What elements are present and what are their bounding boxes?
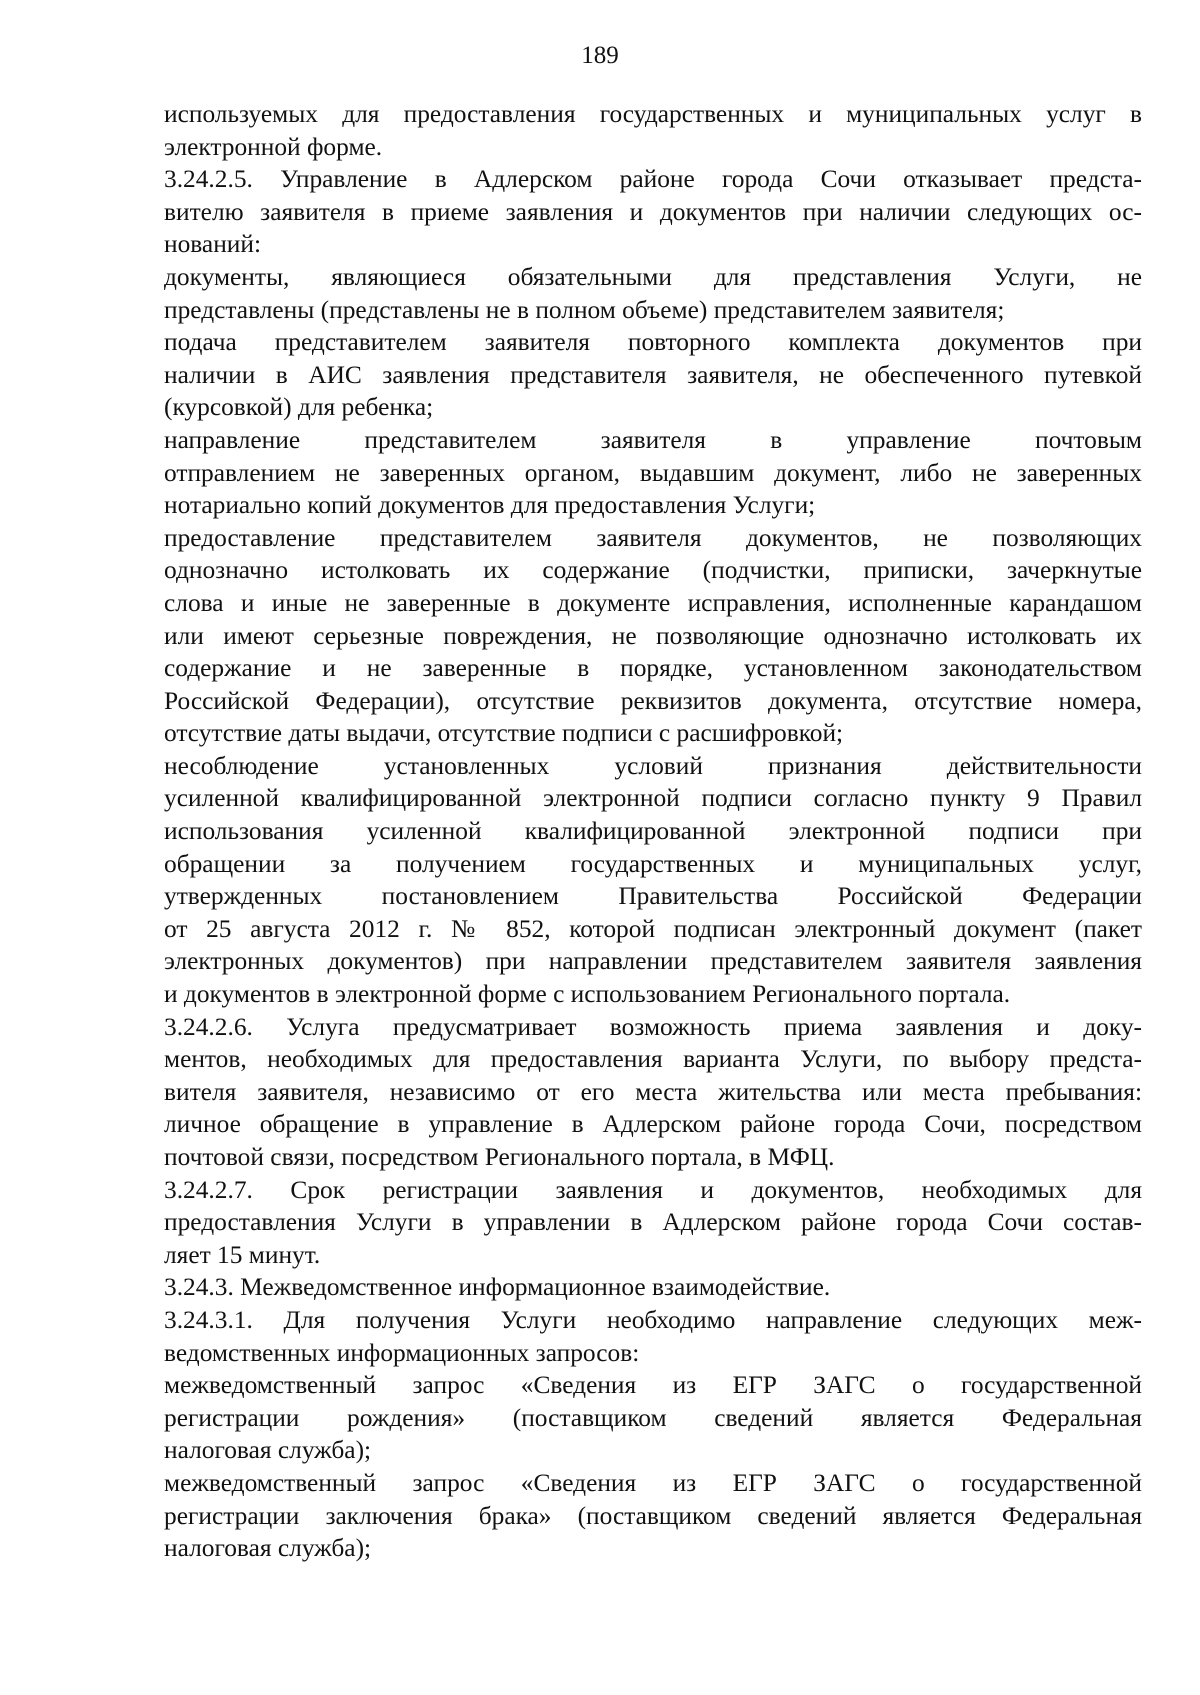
text-line: наличии в АИС заявления представителя заявителя, не обеспеченного путевкой	[164, 360, 1142, 389]
text-line: 3.24.3.1. Для получения Услуги необходимо направление следующих меж-	[164, 1305, 1142, 1334]
text-line: подача представителем заявителя повторного комплекта документов при	[164, 328, 1142, 357]
page-number: 189	[581, 42, 619, 69]
text-line: межведомственный запрос «Сведения из ЕГР ЗАГС о государственной	[164, 1371, 1142, 1400]
text-line: обращении за получением государственных и муниципальных услуг,	[164, 849, 1142, 878]
paragraph	[164, 1174, 1142, 1272]
text-line: (курсовкой) для ребенка;	[164, 393, 434, 422]
text-line: регистрации рождения» (поставщиком сведений является Федеральная	[164, 1403, 1142, 1432]
text-line: или имеют серьезные повреждения, не позволяющие однозначно истолковать их	[164, 621, 1142, 650]
text-line: отсутствие даты выдачи, отсутствие подписи с расшифровкой;	[164, 719, 844, 748]
text-line: документы, являющиеся обязательными для представления Услуги, не	[164, 262, 1142, 291]
text-line: ведомственных информационных запросов:	[164, 1338, 640, 1367]
text-line: представлены (представлены не в полном объеме) представителем заявителя;	[164, 295, 1005, 324]
text-line: вителя заявителя, независимо от его места жительства или места пребывания:	[164, 1077, 1142, 1106]
paragraph	[164, 1271, 1142, 1304]
text-line: 3.24.2.5. Управление в Адлерском районе города Сочи отказывает предста-	[164, 165, 1142, 194]
text-line: 3.24.3. Межведомственное информационное взаимодействие.	[164, 1273, 831, 1302]
text-line: использования усиленной квалифицированной электронной подписи при	[164, 817, 1142, 846]
text-line: Российской Федерации), отсутствие реквизитов документа, отсутствие номера,	[164, 686, 1142, 715]
document-body	[164, 98, 1142, 1565]
text-line: усиленной квалифицированной электронной подписи согласно пункту 9 Правил	[164, 784, 1142, 813]
text-line: содержание и не заверенные в порядке, установленном законодательством	[164, 654, 1142, 683]
text-line: однозначно истолковать их содержание (подчистки, приписки, зачеркнутые	[164, 556, 1142, 585]
text-line: утвержденных постановлением Правительства Российской Федерации	[164, 882, 1142, 911]
text-line: и документов в электронной форме с использованием Регионального портала.	[164, 980, 1011, 1009]
text-line: вителю заявителя в приеме заявления и документов при наличии следующих ос-	[164, 197, 1142, 226]
text-line: электронной форме.	[164, 132, 383, 161]
text-line: используемых для предоставления государственных и муниципальных услуг в	[164, 100, 1142, 128]
text-line: отправлением не заверенных органом, выдавшим документ, либо не заверенных	[164, 458, 1142, 487]
paragraph	[164, 1369, 1142, 1467]
text-line: регистрации заключения брака» (поставщиком сведений является Федеральная	[164, 1501, 1142, 1530]
text-line: нований:	[164, 230, 262, 259]
text-line: несоблюдение установленных условий признания действительности	[164, 751, 1142, 780]
paragraph	[164, 261, 1142, 326]
paragraph	[164, 1011, 1142, 1174]
paragraph	[164, 98, 1142, 163]
text-line: слова и иные не заверенные в документе исправления, исполненные карандашом	[164, 588, 1142, 617]
paragraph	[164, 163, 1142, 261]
text-line: нотариально копий документов для предоставления Услуги;	[164, 491, 816, 520]
paragraph	[164, 1467, 1142, 1565]
text-line: налоговая служба);	[164, 1436, 372, 1465]
text-line: ляет 15 минут.	[164, 1240, 321, 1269]
text-line: от 25 августа 2012 г. № 852, которой подписан электронный документ (пакет	[164, 914, 1142, 943]
text-line: 3.24.2.6. Услуга предусматривает возможность приема заявления и доку-	[164, 1012, 1142, 1041]
paragraph	[164, 750, 1142, 1011]
text-line: электронных документов) при направлении представителем заявителя заявления	[164, 947, 1142, 976]
paragraph	[164, 424, 1142, 522]
text-line: направление представителем заявителя в управление почтовым	[164, 425, 1142, 454]
text-line: межведомственный запрос «Сведения из ЕГР ЗАГС о государственной	[164, 1468, 1142, 1497]
text-line: личное обращение в управление в Адлерском районе города Сочи, посредством	[164, 1110, 1142, 1139]
text-line: ментов, необходимых для предоставления варианта Услуги, по выбору предста-	[164, 1045, 1142, 1074]
text-line: предоставления Услуги в управлении в Адлерском районе города Сочи состав-	[164, 1208, 1142, 1237]
text-line: налоговая служба);	[164, 1534, 372, 1563]
paragraph	[164, 326, 1142, 424]
text-line: предоставление представителем заявителя документов, не позволяющих	[164, 523, 1142, 552]
paragraph	[164, 522, 1142, 750]
text-line: 3.24.2.7. Срок регистрации заявления и документов, необходимых для	[164, 1175, 1142, 1204]
text-line: почтовой связи, посредством Регионального портала, в МФЦ.	[164, 1143, 835, 1171]
paragraph	[164, 1304, 1142, 1369]
